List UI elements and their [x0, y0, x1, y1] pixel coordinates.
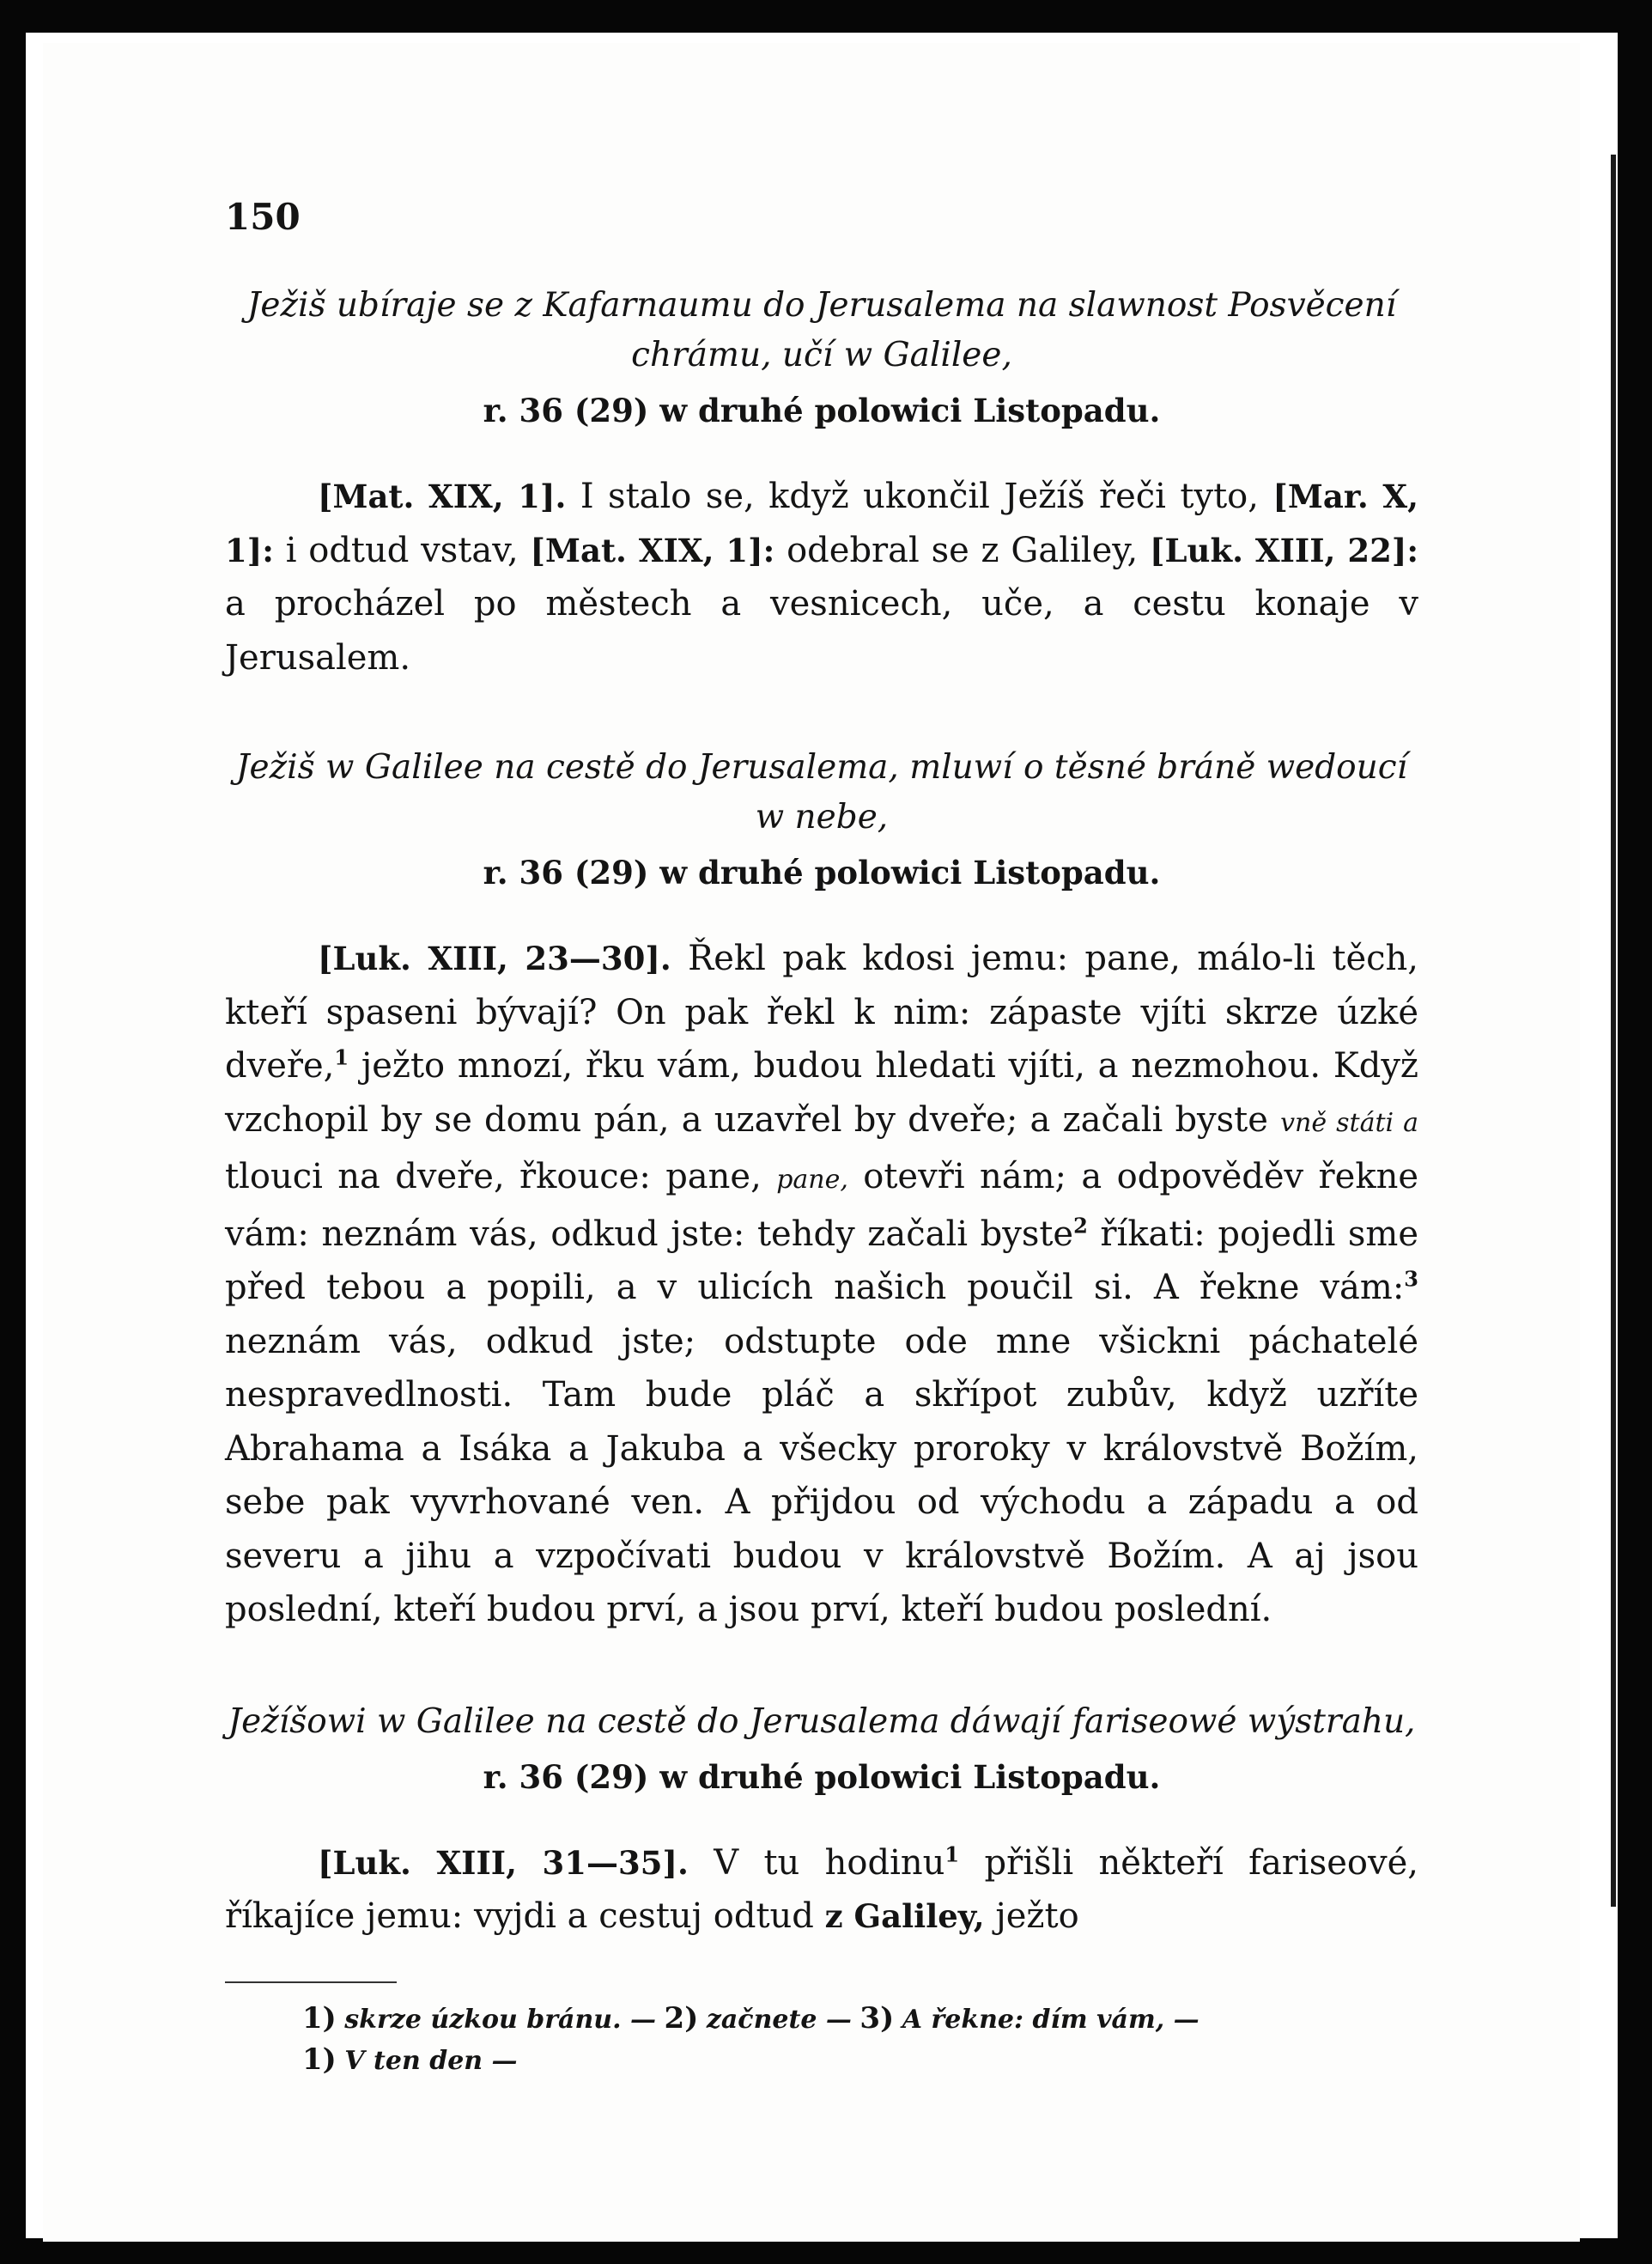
- section-paragraph: [225, 470, 1418, 685]
- footnote-text: skrze úzkou bránu. —: [344, 2004, 656, 2035]
- section-date: r. 36 (29) w druhé polowici Listopadu.: [483, 854, 1161, 892]
- footnote-rule: [225, 1981, 397, 1983]
- footnote-text: V ten den —: [344, 2045, 518, 2076]
- section-paragraph: [225, 932, 1418, 1637]
- scripture-reference: [Mar. X, 1]:: [225, 478, 1419, 569]
- scripture-reference: [Luk. XIII, 31—35].: [318, 1843, 689, 1882]
- scripture-reference: [Mat. XIX, 1].: [318, 478, 567, 515]
- section-heading: Ježiš w Galilee na cestě do Jerusalema, mluwí o těsné bráně wedoucí w nebe,: [235, 748, 1408, 837]
- body-text: i odtud vstav,: [273, 530, 531, 570]
- section-paragraph: [225, 1836, 1418, 1944]
- footnote-marker: 1: [334, 1044, 349, 1070]
- footnote-number: 3): [859, 2000, 895, 2036]
- body-text: ježto: [984, 1896, 1079, 1936]
- page-number: 150: [225, 196, 301, 238]
- body-text: neznám vás, odkud jste; odstupte ode mne všickni páchatelé nespravedlnosti. Tam bude pláč a skřípot zubův, když uzříte Abrahama a Isáka a Jakuba a všecky proroky v královstvě Božím, sebe pak vyvrhované ven. A přijdou od východu a západu a od severu a jihu a vzpočívati budou v královstvě Božím. A aj jsou poslední, kteří budou prví, a jsou prví, kteří budou poslední.: [225, 1321, 1418, 1629]
- body-text: odebral se z Galiley,: [774, 530, 1151, 570]
- scan-edge-right: [1618, 0, 1652, 2264]
- footnote-marker: 3: [1404, 1266, 1418, 1292]
- body-text: I stalo se, když ukončil Ježíš řeči tyto,: [566, 477, 1273, 516]
- scripture-reference: z Galiley,: [824, 1897, 985, 1935]
- body-text: V tu hodinu: [688, 1842, 945, 1883]
- body-text: ježto mnozí, řku vám, budou hledati vjíti, a nezmohou. Když vzchopil by se domu pán, a uzavřel by dveře; a začali byste: [225, 1046, 1418, 1140]
- body-text: otevři nám; a odpověděv řekne vám: neznám vás, odkud jste: tehdy začali byste: [225, 1157, 1419, 1254]
- scripture-reference: [Luk. XIII, 23—30].: [318, 940, 671, 977]
- footnote-number: 1): [302, 2000, 337, 2036]
- section-date: r. 36 (29) w druhé polowici Listopadu.: [483, 1757, 1161, 1796]
- section-heading: Ježíšowi w Galilee na cestě do Jerusalema dáwají fariseowé wýstrahu,: [228, 1701, 1416, 1741]
- body-text: přišli někteří fariseové, říkajíce jemu: vyjdi a cestuj odtud: [225, 1842, 1418, 1936]
- footnotes: [225, 1999, 1418, 2081]
- scripture-reference: [Luk. XIII, 22]:: [1150, 531, 1418, 569]
- body-text: říkati: pojedli sme před tebou a popili, a v ulicích našich poučil si. A řekne vám:: [225, 1214, 1419, 1307]
- book-spine-shadow: [1611, 155, 1616, 1907]
- footnote-line: [225, 2040, 1418, 2081]
- scan-edge-bottom: [0, 2238, 1652, 2264]
- page-body: [225, 196, 1418, 2081]
- footnote-text: začnete —: [706, 2004, 852, 2035]
- scripture-reference: [Mat. XIX, 1]:: [530, 531, 775, 569]
- footnote-marker: 2: [1073, 1213, 1088, 1239]
- section-date: r. 36 (29) w druhé polowici Listopadu.: [483, 392, 1161, 429]
- body-text: a procházel po městech a vesnicech, uče, a cestu konaje v Jerusalem.: [225, 584, 1418, 678]
- footnote-number: 1): [302, 2042, 337, 2077]
- section-2: [225, 743, 1418, 1637]
- scan-edge-top: [0, 0, 1652, 33]
- section-3: [225, 1697, 1418, 1944]
- section-1: [225, 281, 1418, 685]
- emphasis-text: pane,: [776, 1165, 848, 1195]
- footnote-number: 2): [664, 2000, 699, 2036]
- body-text: tlouci na dveře, řkouce: pane,: [225, 1157, 777, 1196]
- scan-edge-left: [0, 0, 26, 2264]
- body-text: Řekl pak kdosi jemu: pane, málo-li těch, kteří spaseni bývají? On pak řekl k nim: zápaste vjíti skrze úzké dveře,: [225, 939, 1418, 1086]
- footnote-line: [225, 1999, 1418, 2040]
- footnote-marker: 1: [944, 1841, 960, 1867]
- section-heading: Ježiš ubíraje se z Kafarnaumu do Jerusalema na slawnost Posvěcení chrámu, učí w Galilee,: [246, 286, 1397, 374]
- footnote-text: A řekne: dím vám, —: [902, 2004, 1200, 2035]
- emphasis-text: vně státi a: [1280, 1107, 1419, 1138]
